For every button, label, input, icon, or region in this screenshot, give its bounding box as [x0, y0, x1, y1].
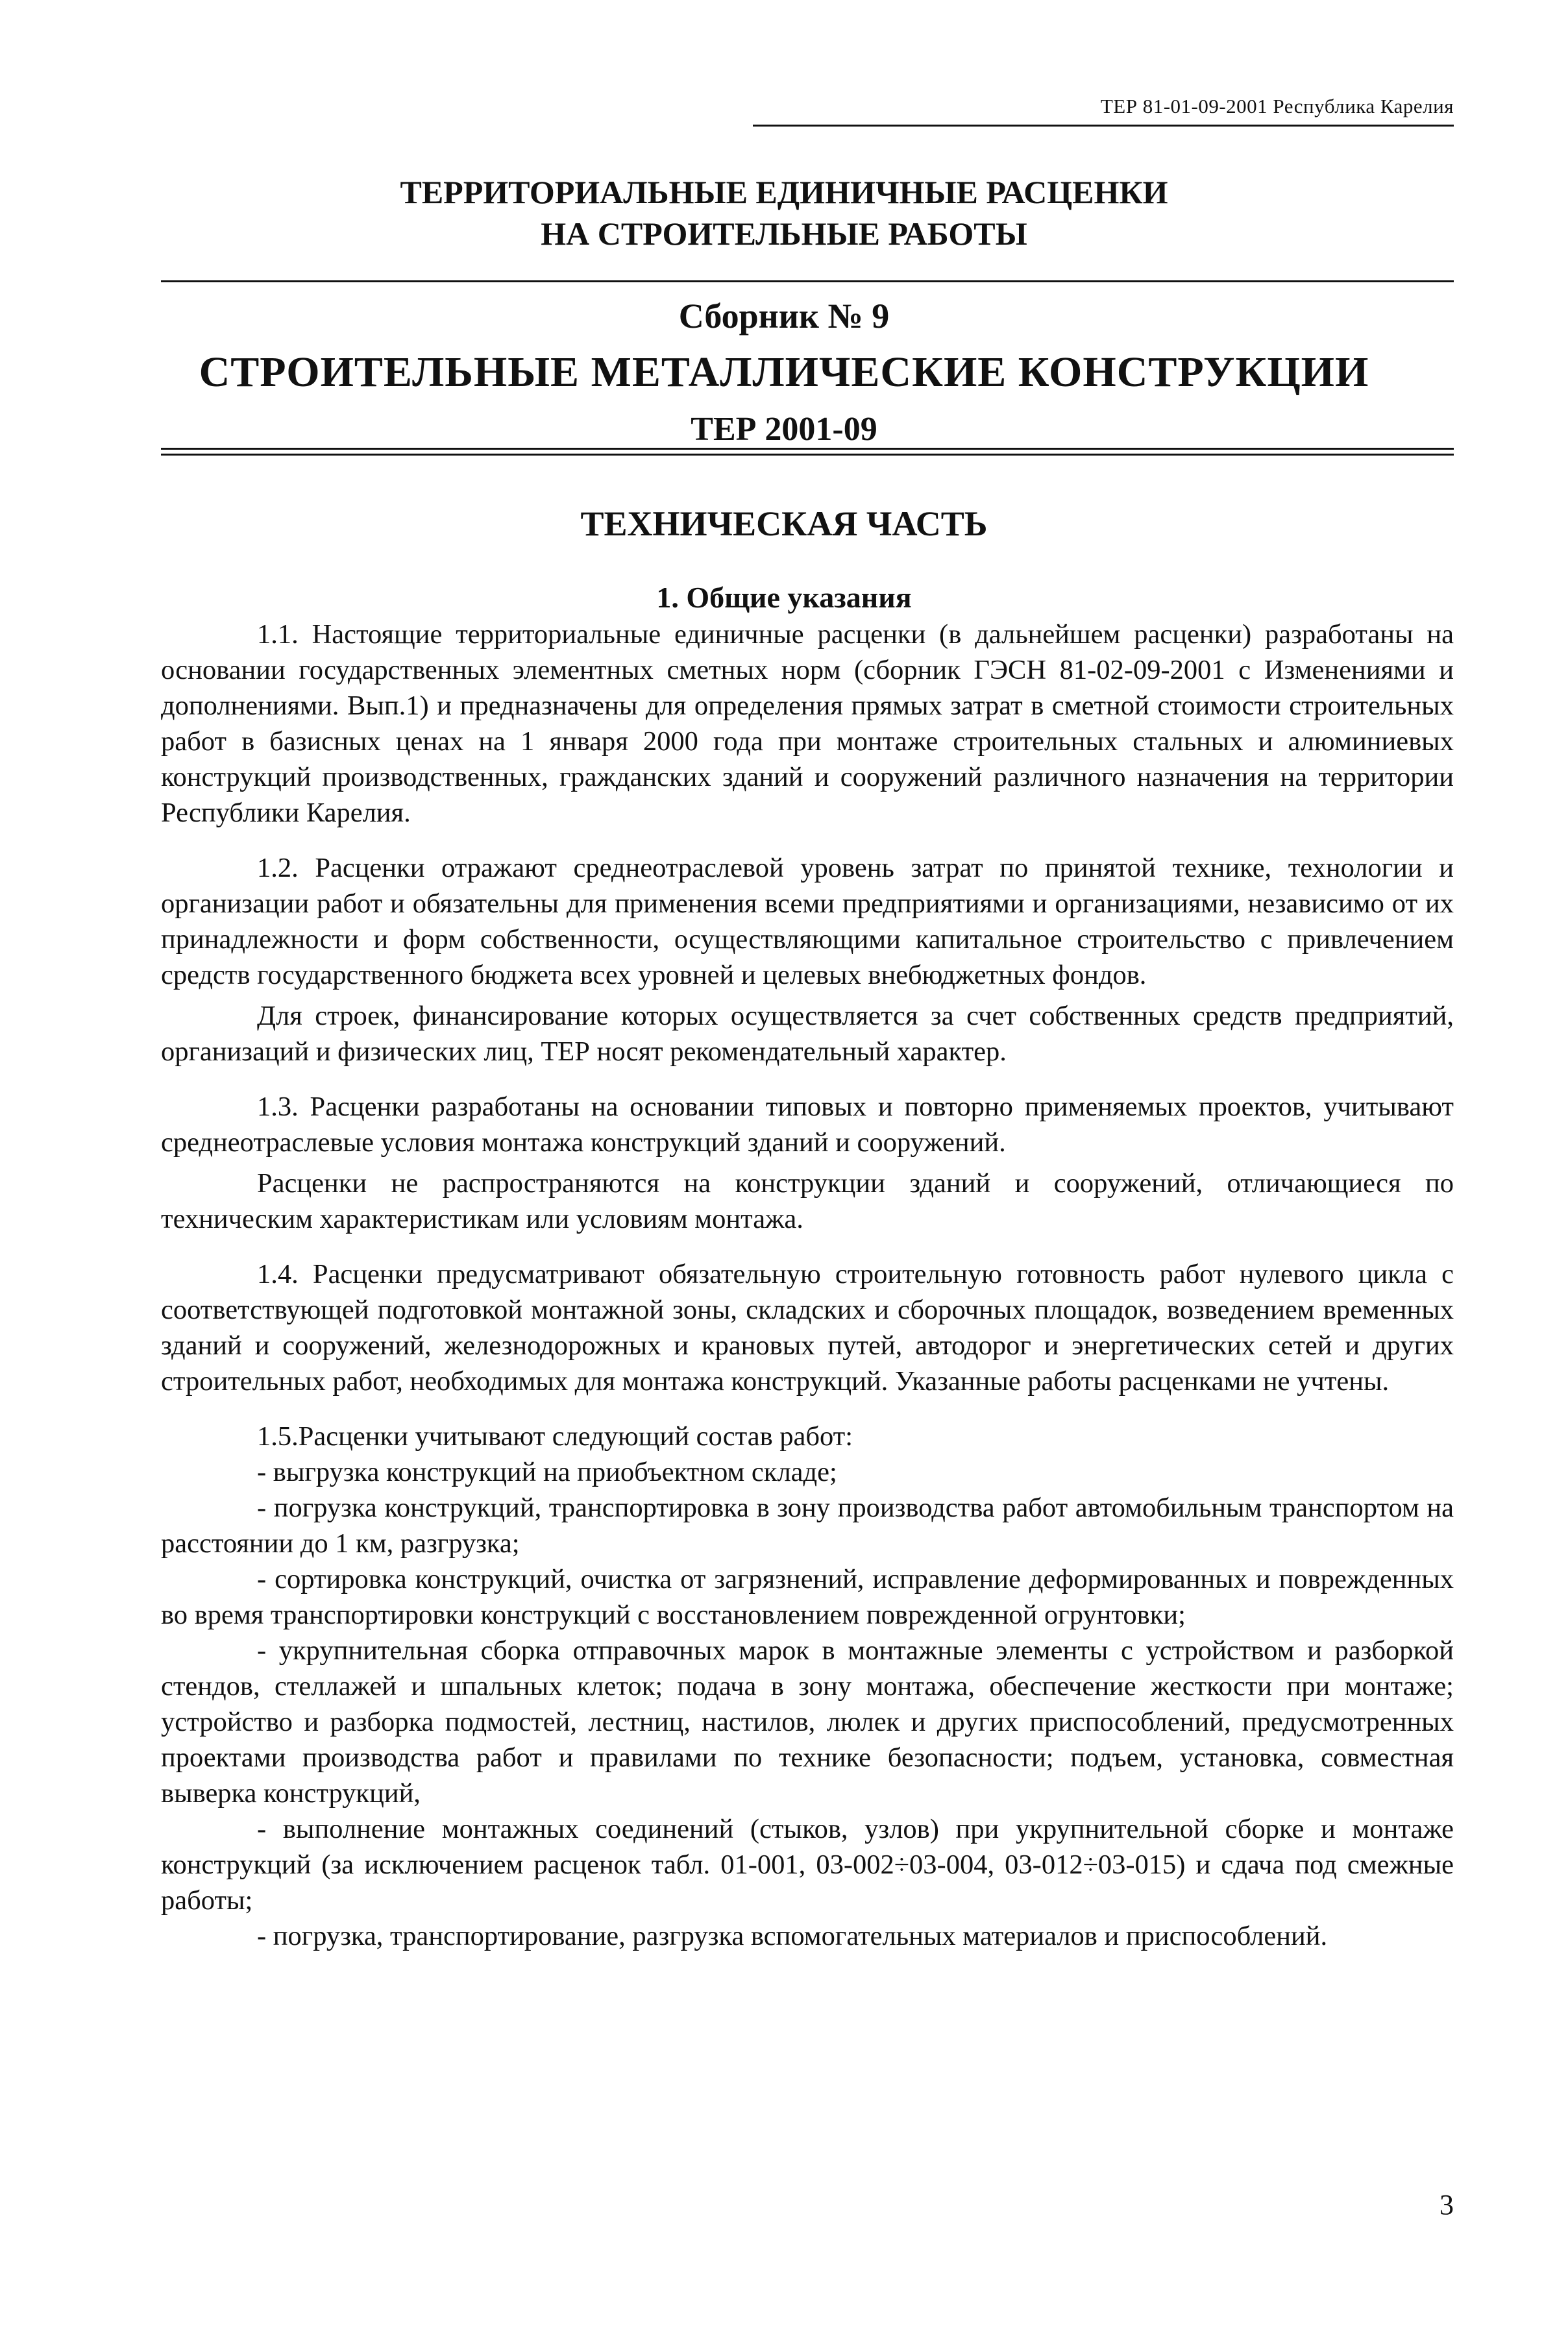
list-item: - сортировка конструкций, очистка от загрязнений, исправление деформированных и поврежденных во время транспортировки конструкций с восстановлением поврежденной огрунтовки; — [161, 1564, 1454, 1630]
double-rule-top — [161, 448, 1454, 450]
header-rule — [753, 125, 1454, 127]
double-rule-bottom — [161, 454, 1454, 456]
list-item: - погрузка конструкций, транспортировка в зону производства работ автомобильным транспортом на расстоянии до 1 км, разгрузка; — [161, 1493, 1454, 1559]
running-header: ТЕР 81-01-09-2001 Республика Карелия — [1100, 95, 1454, 117]
list-item: - выполнение монтажных соединений (стыков, узлов) при укрупнительной сборке и монтаже конструкций (за исключением расценок табл. 01-001, 03-002÷03-004, 03-012÷03-015) и сдача под смежные работы; — [161, 1814, 1454, 1916]
collection-number: Сборник № 9 — [678, 297, 890, 336]
main-title — [0, 171, 1568, 254]
section-title: 1. Общие указания — [656, 581, 912, 614]
main-title-line1: ТЕРРИТОРИАЛЬНЫЕ ЕДИНИЧНЫЕ РАСЦЕНКИ — [400, 174, 1168, 210]
paragraph-1-2: 1.2. Расценки отражают среднеотраслевой уровень затрат по принятой технике, технологии и организации работ и обязательны для применения всеми предприятиями и организациями, независимо от их принадлежности и форм собственности, осуществляющими капитальное строительство с привлечением средств государственного бюджета всех уровней и целевых внебюджетных фондов. — [161, 853, 1454, 990]
list-item: - выгрузка конструкций на приобъектном складе; — [257, 1457, 837, 1487]
list-item: - погрузка, транспортирование, разгрузка вспомогательных материалов и приспособлений. — [257, 1921, 1328, 1951]
paragraph-1-1: 1.1. Настоящие территориальные единичные расценки (в дальнейшем расценки) разработаны на основании государственных элементных сметных норм (сборник ГЭСН 81-02-09-2001 с Изменениями и дополнениями. Вып.1) и предназначены для определения прямых затрат в сметной стоимости строительных работ в базисных ценах на 1 января 2000 года при монтаже строительных стальных и алюминиевых конструкций производственных, гражданских зданий и сооружений различного назначения на территории Республики Карелия. — [161, 619, 1454, 828]
paragraph-1-3: 1.3. Расценки разработаны на основании типовых и повторно применяемых проектов, учитывают среднеотраслевые условия монтажа конструкций зданий и сооружений. — [161, 1092, 1454, 1158]
paragraph-1-2-note: Для строек, финансирование которых осуществляется за счет собственных средств предприятий, организаций и физических лиц, ТЕР носят рекомендательный характер. — [161, 1001, 1454, 1067]
collection-code: ТЕР 2001-09 — [691, 411, 877, 448]
paragraph-1-3-note: Расценки не распространяются на конструкции зданий и сооружений, отличающиеся по техническим характеристикам или условиям монтажа. — [161, 1168, 1454, 1234]
collection-name: СТРОИТЕЛЬНЫЕ МЕТАЛЛИЧЕСКИЕ КОНСТРУКЦИИ — [199, 348, 1369, 396]
paragraph-1-5: 1.5.Расценки учитывают следующий состав работ: — [257, 1421, 853, 1452]
main-title-line2: НА СТРОИТЕЛЬНЫЕ РАБОТЫ — [541, 215, 1027, 252]
part-title: ТЕХНИЧЕСКАЯ ЧАСТЬ — [580, 504, 988, 543]
paragraph-1-4: 1.4. Расценки предусматривают обязательную строительную готовность работ нулевого цикла с соответствующей подготовкой монтажной зоны, складских и сборочных площадок, возведением временных зданий и сооружений, железнодорожных и крановых путей, автодорог и энергетических сетей и других строительных работ, необходимых для монтажа конструкций. Указанные работы расценками не учтены. — [161, 1259, 1454, 1397]
list-item: - укрупнительная сборка отправочных марок в монтажные элементы с устройством и разборкой стендов, стеллажей и шпальных клеток; подача в зону монтажа, обеспечение жесткости при монтаже; устройство и разборка подмостей, лестниц, настилов, люлек и других приспособлений, предусмотренных проектами производства работ и правилами по технике безопасности; подъем, установка, совместная выверка конструкций, — [161, 1635, 1454, 1809]
page-number: 3 — [1439, 2189, 1454, 2221]
title-divider — [161, 280, 1454, 282]
body-text — [161, 616, 1454, 1954]
